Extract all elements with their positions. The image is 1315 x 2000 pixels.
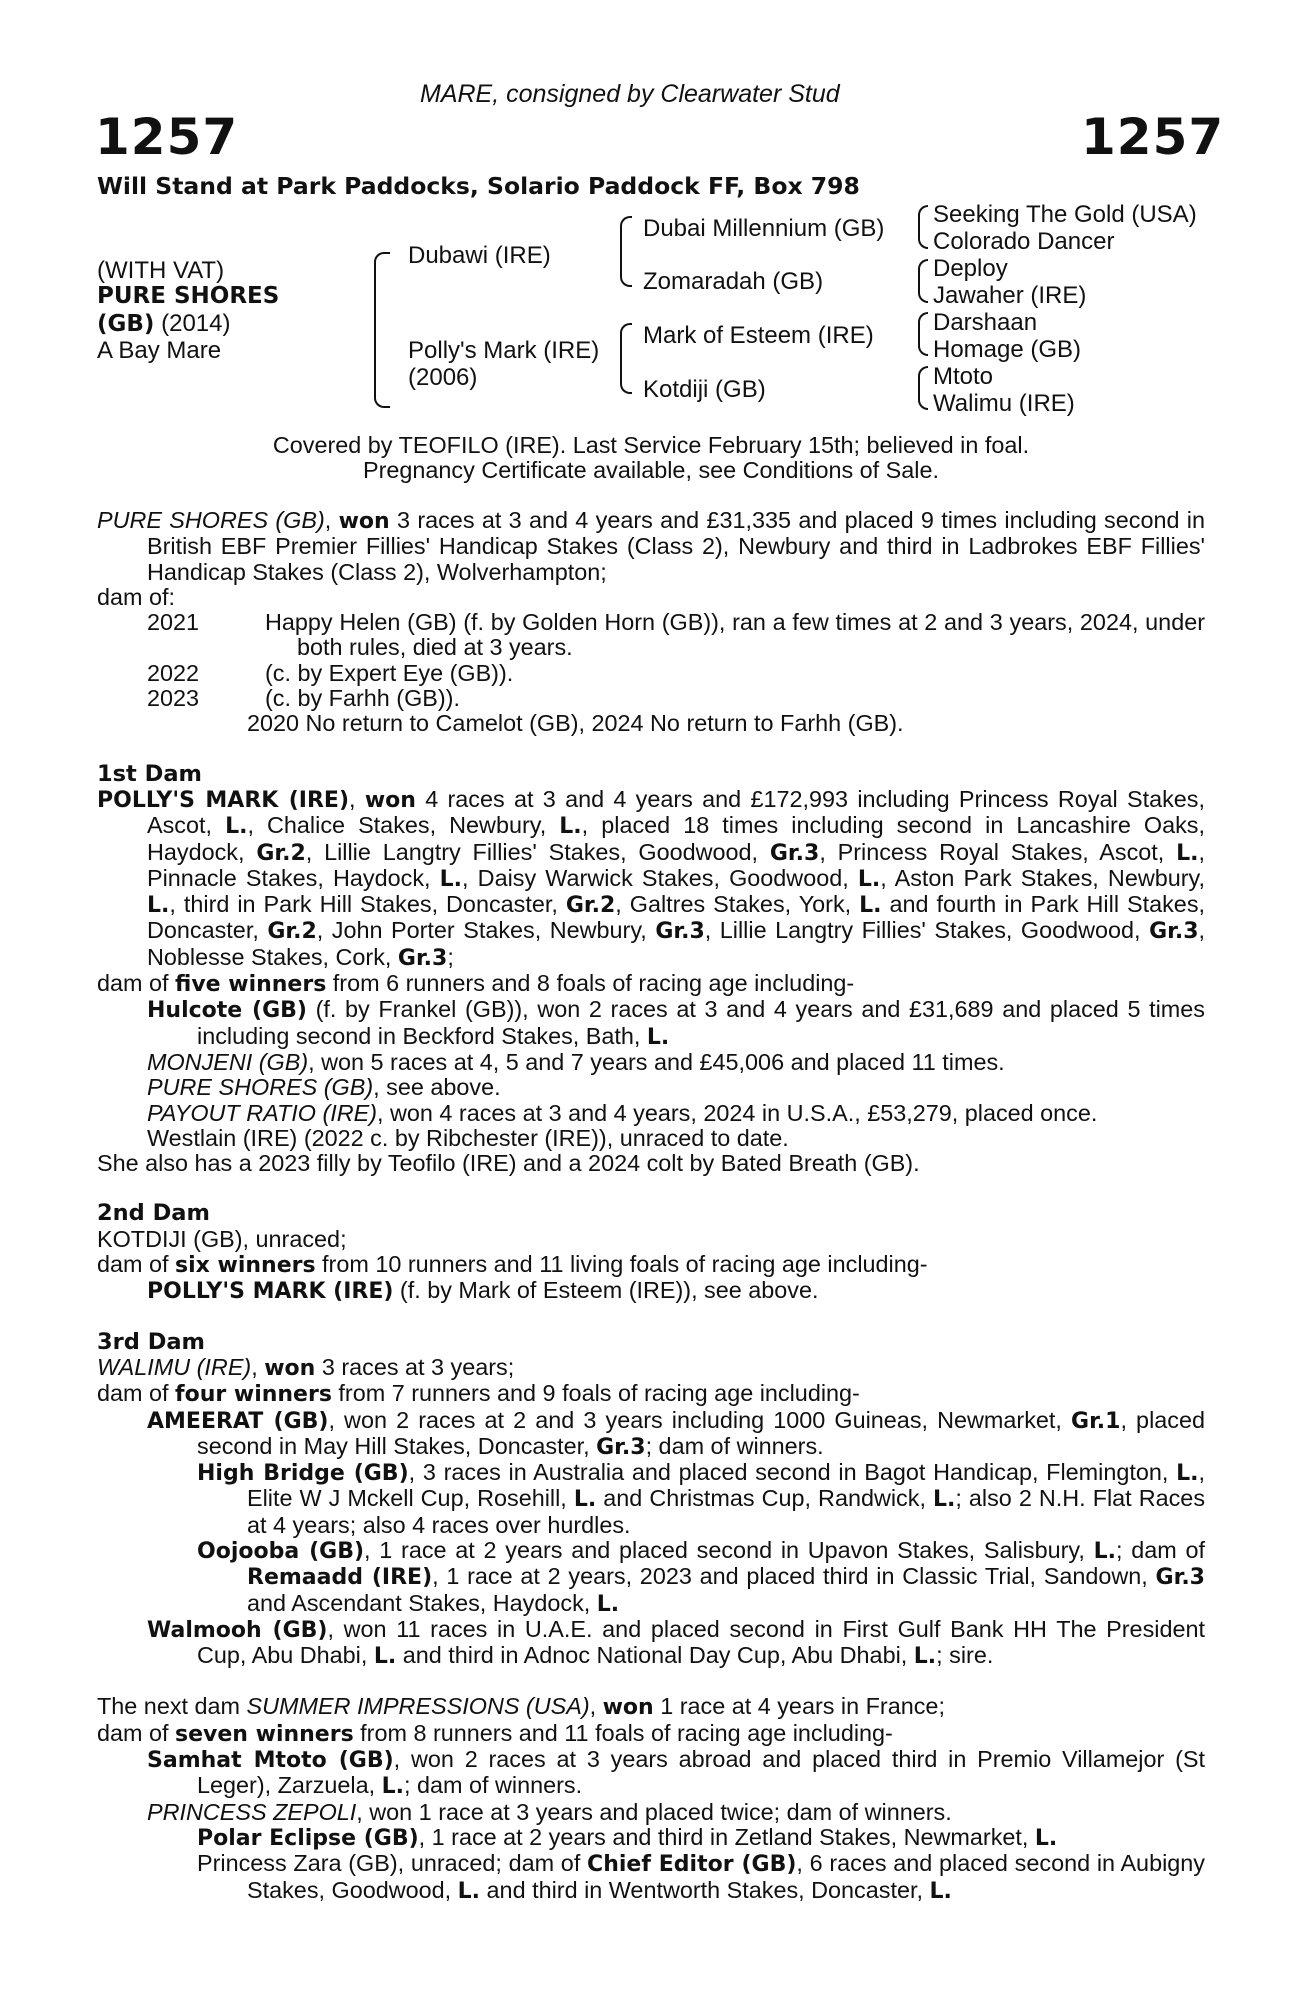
text-run: ; dam of winners. — [645, 1432, 824, 1459]
horse-origin-year — [97, 310, 230, 338]
no-return: 2020 No return to Camelot (GB), 2024 No return to Farhh (GB). — [247, 710, 904, 737]
pedigree-ds: Mark of Esteem (IRE) — [643, 322, 874, 349]
lot-number-left: 1257 — [95, 108, 239, 166]
text-run: dam of — [97, 1380, 176, 1407]
pedigree-sds: Deploy — [933, 255, 1008, 282]
won-word: won — [364, 787, 416, 813]
text-run: , won 2 races at 2 and 3 years including 1000 Guineas, Newmarket, — [328, 1406, 1072, 1433]
next-dam-name: SUMMER IMPRESSIONS (USA) — [246, 1693, 590, 1720]
progeny-name: PAYOUT RATIO (IRE) — [147, 1099, 378, 1126]
mare-name: PURE SHORES (GB) — [97, 507, 325, 533]
text-run: ; dam of winners. — [404, 1772, 583, 1799]
text-run: , — [589, 1693, 603, 1720]
group-mark: Gr.3 — [769, 840, 820, 866]
won-word: won — [264, 1355, 316, 1381]
next-dam-record — [97, 1694, 1205, 1720]
progeny-oojooba — [97, 1538, 1205, 1617]
produce-text: Happy Helen (GB) (f. by Golden Horn (GB)), ran a few times at 2 and 3 years, 2024, under both rules, died at 3 years. — [265, 609, 1205, 661]
listed-mark: L. — [857, 866, 881, 892]
produce-2021 — [97, 610, 1205, 661]
pedigree-sss: Seeking The Gold (USA) — [933, 201, 1197, 228]
second-dam-line: KOTDIJI (GB), unraced; — [97, 1225, 347, 1252]
progeny-pure-shores — [97, 1075, 1205, 1100]
ss-brace — [918, 205, 928, 249]
covered-note — [97, 433, 1205, 484]
text-run: , won 4 races at 3 and 4 years, 2024 in U.S.A., £53,279, placed once. — [377, 1099, 1098, 1126]
text-run: , Elite W J Mckell Cup, Rosehill, — [247, 1459, 1205, 1512]
progeny-name: AMEERAT (GB) — [147, 1408, 329, 1434]
text-run: , won 1 race at 3 years and placed twice; dam of winners. — [356, 1798, 952, 1825]
pedigree-dss: Darshaan — [933, 309, 1038, 336]
text-run: (f. by Mark of Esteem (IRE)), see above. — [393, 1277, 819, 1304]
produce-year: 2023 — [147, 685, 200, 712]
pedigree-dam-year: (2006) — [408, 364, 478, 391]
horse-name: PURE SHORES — [97, 283, 280, 309]
first-dam-record: POLLY'S MARK (IRE), won 4 races at 3 and 4 years and £172,993 including Princess Royal Stakes, Ascot, L., Chalice Stakes, Newbury, L., placed 18 times including second in Lancashire Oaks, Haydock, Gr.2, Lillie Langtry Fillies' Stakes, Goodwood, Gr.3, Princess Royal Stakes, Ascot, L., Pinnacle Stakes, Haydock, L., Daisy Warwick Stakes, Goodwood, L., Aston Park Stakes, Newbury, L., third in Park Hill Stakes, Doncaster, Gr.2, Galtres Stakes, York, L. and fourth in Park Hill Stakes, Doncaster, Gr.2, John Porter Stakes, Newbury, Gr.3, Lillie Langtry Fillies' Stakes, Goodwood, Gr.3, Noblesse Stakes, Cork, Gr.3; — [97, 785, 1206, 971]
horse-description: A Bay Mare — [97, 337, 222, 364]
text-run: ; — [447, 943, 454, 970]
listed-mark: L. — [147, 893, 170, 919]
listed-mark: L. — [439, 866, 463, 892]
text-run: , Princess Royal Stakes, Ascot, — [819, 838, 1177, 865]
group-mark: Gr.3 — [1149, 919, 1199, 945]
listed-mark: L. — [913, 1644, 937, 1670]
vat-note: (WITH VAT) — [97, 257, 225, 284]
third-dam-heading: 3rd Dam — [97, 1328, 205, 1355]
progeny-walmooh — [97, 1617, 1205, 1670]
text-run: , Pinnacle Stakes, Haydock, — [147, 838, 1205, 891]
progeny-name: Samhat Mtoto (GB) — [147, 1748, 394, 1774]
group-mark: Gr.2 — [267, 919, 317, 945]
group-mark: Gr.3 — [397, 945, 448, 971]
listed-mark: L. — [596, 1591, 620, 1617]
listed-mark: L. — [929, 1878, 952, 1904]
winners-count: seven winners — [175, 1721, 354, 1747]
text-run: from 8 runners and 11 foals of racing age including- — [353, 1719, 893, 1746]
text-run: , placed second in May Hill Stakes, Doncaster, — [197, 1406, 1205, 1459]
horse-origin: (GB) — [97, 311, 155, 337]
group-mark: Gr.2 — [256, 840, 306, 866]
progeny-samhat-mtoto — [97, 1747, 1205, 1800]
progeny-name: Hulcote (GB) — [147, 998, 307, 1024]
progeny-name: Polar Eclipse (GB) — [197, 1825, 419, 1851]
text-run: Princess Zara (GB), unraced; dam of — [197, 1850, 588, 1877]
second-dam-dam-of — [97, 1252, 1205, 1278]
progeny-high-bridge — [97, 1460, 1205, 1538]
progeny-hulcote — [97, 997, 1205, 1050]
ds-brace — [918, 312, 928, 356]
text-run: , Chalice Stakes, Newbury, — [247, 812, 560, 839]
pedigree-ssd: Colorado Dancer — [933, 228, 1115, 255]
text-run: , Daisy Warwick Stakes, Goodwood, — [462, 864, 858, 891]
progeny-monjeni — [97, 1050, 1205, 1075]
third-dam-record: WALIMU (IRE), won 3 races at 3 years; — [97, 1353, 515, 1381]
text-run: ; also 2 N.H. Flat Races at 4 years; also 4 races over hurdles. — [247, 1485, 1206, 1538]
lot-number-right: 1257 — [1081, 108, 1225, 166]
pedigree-dd: Kotdiji (GB) — [643, 376, 766, 403]
first-dam-name: POLLY'S MARK (IRE) — [97, 787, 350, 813]
text-run: , 1 race at 2 years and third in Zetland Stakes, Newmarket, — [418, 1823, 1035, 1850]
text-run: The next dam — [97, 1693, 247, 1720]
consignment-line: MARE, consigned by Clearwater Stud — [420, 80, 840, 108]
progeny-name: Remaadd (IRE) — [247, 1565, 433, 1591]
text-run: from 6 runners and 8 foals of racing age including- — [326, 970, 855, 997]
pedigree-dsd: Homage (GB) — [933, 336, 1082, 363]
group-mark: Gr.3 — [655, 919, 705, 945]
progeny-princess-zara — [97, 1851, 1205, 1904]
listed-mark: L. — [1176, 840, 1199, 866]
produce-2022 — [97, 661, 1205, 686]
listed-mark: L. — [646, 1024, 670, 1050]
pedigree-sdd: Jawaher (IRE) — [933, 282, 1087, 309]
covered-line-1: Covered by TEOFILO (IRE). Last Service February 15th; believed in foal. — [272, 432, 1030, 458]
text-run: ; dam of — [1116, 1536, 1205, 1563]
sd-brace — [918, 259, 928, 303]
text-run: , Galtres Stakes, York, — [615, 891, 860, 918]
produce-2023 — [97, 686, 1205, 711]
text-run: , won 5 races at 4, 5 and 7 years and £45,006 and placed 11 times. — [308, 1048, 1005, 1075]
progeny-name: POLLY'S MARK (IRE) — [147, 1279, 394, 1305]
listed-mark: L. — [573, 1487, 597, 1513]
progeny-westlain: Westlain (IRE) (2022 c. by Ribchester (IRE)), unraced to date. — [147, 1124, 789, 1151]
text-run: , 1 race at 2 years and placed second in Upavon Stakes, Salisbury, — [364, 1536, 1094, 1563]
progeny-princess-zepoli — [97, 1800, 1205, 1825]
pedigree-dds: Mtoto — [933, 363, 994, 390]
text-run: , 1 race at 2 years, 2023 and placed third in Classic Trial, Sandown, — [432, 1563, 1156, 1590]
text-run: 1 race at 4 years in France; — [653, 1693, 945, 1720]
text-run: 3 races at 3 years; — [315, 1353, 515, 1380]
text-run: , won 11 races in U.A.E. and placed second in First Gulf Bank HH The President Cup, Abu Dhabi, — [197, 1615, 1205, 1669]
text-run: dam of — [97, 1251, 176, 1278]
winners-count: five winners — [175, 972, 327, 998]
horse-year: (2014) — [154, 310, 231, 337]
catalogue-body — [97, 508, 1205, 1904]
group-mark: Gr.1 — [1071, 1408, 1121, 1434]
text-run: and Christmas Cup, Randwick, — [596, 1485, 933, 1512]
next-dam-dam-of — [97, 1721, 1205, 1747]
third-dam-dam-of — [97, 1381, 1205, 1407]
mare-dam-of: dam of: — [97, 583, 176, 610]
won-word: won — [338, 509, 390, 534]
text-run: and fourth in Park Hill Stakes, Doncaster, — [147, 891, 1206, 944]
listed-mark: L. — [559, 814, 582, 840]
progeny-payout-ratio — [97, 1101, 1205, 1126]
text-run: dam of — [97, 970, 176, 997]
text-run: , placed 18 times including second in Lancashire Oaks, Haydock, — [147, 812, 1205, 865]
group-mark: Gr.3 — [596, 1434, 646, 1460]
first-dam-dam-of — [97, 971, 1205, 997]
text-run: dam of — [97, 1719, 176, 1746]
pedigree-ss: Dubai Millennium (GB) — [643, 215, 885, 242]
listed-mark: L. — [1034, 1825, 1058, 1851]
text-run: and third in Wentworth Stakes, Doncaster, — [480, 1876, 930, 1903]
progeny-name: PURE SHORES (GB) — [147, 1074, 374, 1101]
progeny-polar-eclipse — [97, 1825, 1205, 1851]
text-run: , Noblesse Stakes, Cork, — [147, 917, 1205, 970]
listed-mark: L. — [381, 1774, 405, 1800]
listed-mark: L. — [859, 893, 882, 919]
won-word: won — [602, 1695, 654, 1721]
listed-mark: L. — [1093, 1538, 1116, 1564]
produce-text: (c. by Expert Eye (GB)). — [265, 659, 514, 686]
listed-mark: L. — [457, 1878, 481, 1904]
produce-text: (c. by Farhh (GB)). — [265, 685, 460, 712]
listed-mark: L. — [932, 1487, 956, 1513]
text-run: , Lillie Langtry Fillies' Stakes, Goodwood, — [305, 838, 770, 865]
progeny-name: PRINCESS ZEPOLI — [147, 1798, 357, 1825]
text-run: , Aston Park Stakes, Newbury, — [880, 864, 1205, 891]
winners-count: six winners — [175, 1253, 316, 1279]
text-run: ; sire. — [936, 1642, 994, 1669]
text-run: from 7 runners and 9 foals of racing age including- — [331, 1380, 860, 1407]
text-run: , Lillie Langtry Fillies' Stakes, Goodwood, — [704, 917, 1150, 944]
dam-brace — [620, 323, 632, 394]
covered-line-2: Pregnancy Certificate available, see Conditions of Sale. — [363, 457, 939, 484]
progeny-pollys-mark — [97, 1278, 1205, 1304]
text-run: from 10 runners and 11 living foals of racing age including- — [315, 1251, 928, 1278]
text-run: and third in Adnoc National Day Cup, Abu Dhabi, — [396, 1642, 914, 1669]
text-run: , third in Park Hill Stakes, Doncaster, — [169, 891, 566, 918]
progeny-name: Oojooba (GB) — [197, 1538, 365, 1564]
progeny-ameerat — [97, 1408, 1205, 1461]
text-run: 4 races at 3 and 4 years and £172,993 including Princess Royal Stakes, Ascot, — [147, 785, 1206, 839]
listed-mark: L. — [1176, 1461, 1199, 1487]
third-dam-name: WALIMU (IRE) — [97, 1353, 252, 1380]
group-mark: Gr.2 — [565, 893, 616, 919]
progeny-name: MONJENI (GB) — [147, 1048, 309, 1075]
text-run: (f. by Frankel (GB)), won 2 races at 3 and 4 years and £31,689 and placed 5 times including second in Beckford Stakes, Bath, — [197, 996, 1205, 1049]
progeny-name: Walmooh (GB) — [147, 1617, 328, 1643]
text-run: , 6 races and placed second in Aubigny Stakes, Goodwood, — [247, 1850, 1205, 1903]
text-run: , won 2 races at 3 years abroad and placed third in Premio Villamejor (St Leger), Zarzuela, — [197, 1746, 1205, 1799]
text-run: , 3 races in Australia and placed second in Bagot Handicap, Flemington, — [408, 1459, 1177, 1486]
listed-mark: L. — [373, 1644, 397, 1670]
listed-mark: L. — [225, 814, 248, 840]
pedigree-sd: Zomaradah (GB) — [643, 268, 824, 295]
text-run: and Ascendant Stakes, Haydock, — [247, 1589, 597, 1616]
second-dam-heading: 2nd Dam — [97, 1200, 210, 1227]
mare-text: 3 races at 3 and 4 years and £31,335 and placed 9 times including second in British EBF Premier Fillies' Handicap Stakes (Class 2), Newbury and third in Ladbrokes EBF Fillies' Handicap Stakes (Class 2), Wolverhampton; — [147, 507, 1205, 585]
dd-brace — [918, 366, 928, 410]
winners-count: four winners — [175, 1382, 332, 1408]
first-dam-also: She also has a 2023 filly by Teofilo (IRE) and a 2024 colt by Bated Breath (GB). — [97, 1150, 920, 1177]
pedigree-dam: Polly's Mark (IRE) — [408, 337, 600, 364]
pedigree-ddd: Walimu (IRE) — [933, 390, 1075, 417]
produce-year: 2022 — [147, 659, 200, 686]
progeny-name: Chief Editor (GB) — [587, 1852, 797, 1878]
first-dam-heading: 1st Dam — [97, 760, 202, 787]
produce-year: 2021 — [147, 609, 200, 636]
mare-record: PURE SHORES (GB), won 3 races at 3 and 4 years and £31,335 and placed 9 times including second in British EBF Premier Fillies' Handicap Stakes (Class 2), Newbury and third in Ladbrokes EBF Fillies' Handicap Stakes (Class 2), Wolverhampton; — [97, 507, 1205, 585]
sire-brace — [620, 216, 632, 287]
pedigree-sire: Dubawi (IRE) — [408, 242, 551, 269]
text-run: , see above. — [373, 1074, 501, 1101]
group-mark: Gr.3 — [1155, 1565, 1205, 1591]
text-run: , John Porter Stakes, Newbury, — [316, 917, 656, 944]
progeny-name: High Bridge (GB) — [197, 1461, 409, 1487]
stand-location: Will Stand at Park Paddocks, Solario Paddock FF, Box 798 — [97, 172, 860, 200]
pedigree-main-brace — [374, 252, 390, 408]
